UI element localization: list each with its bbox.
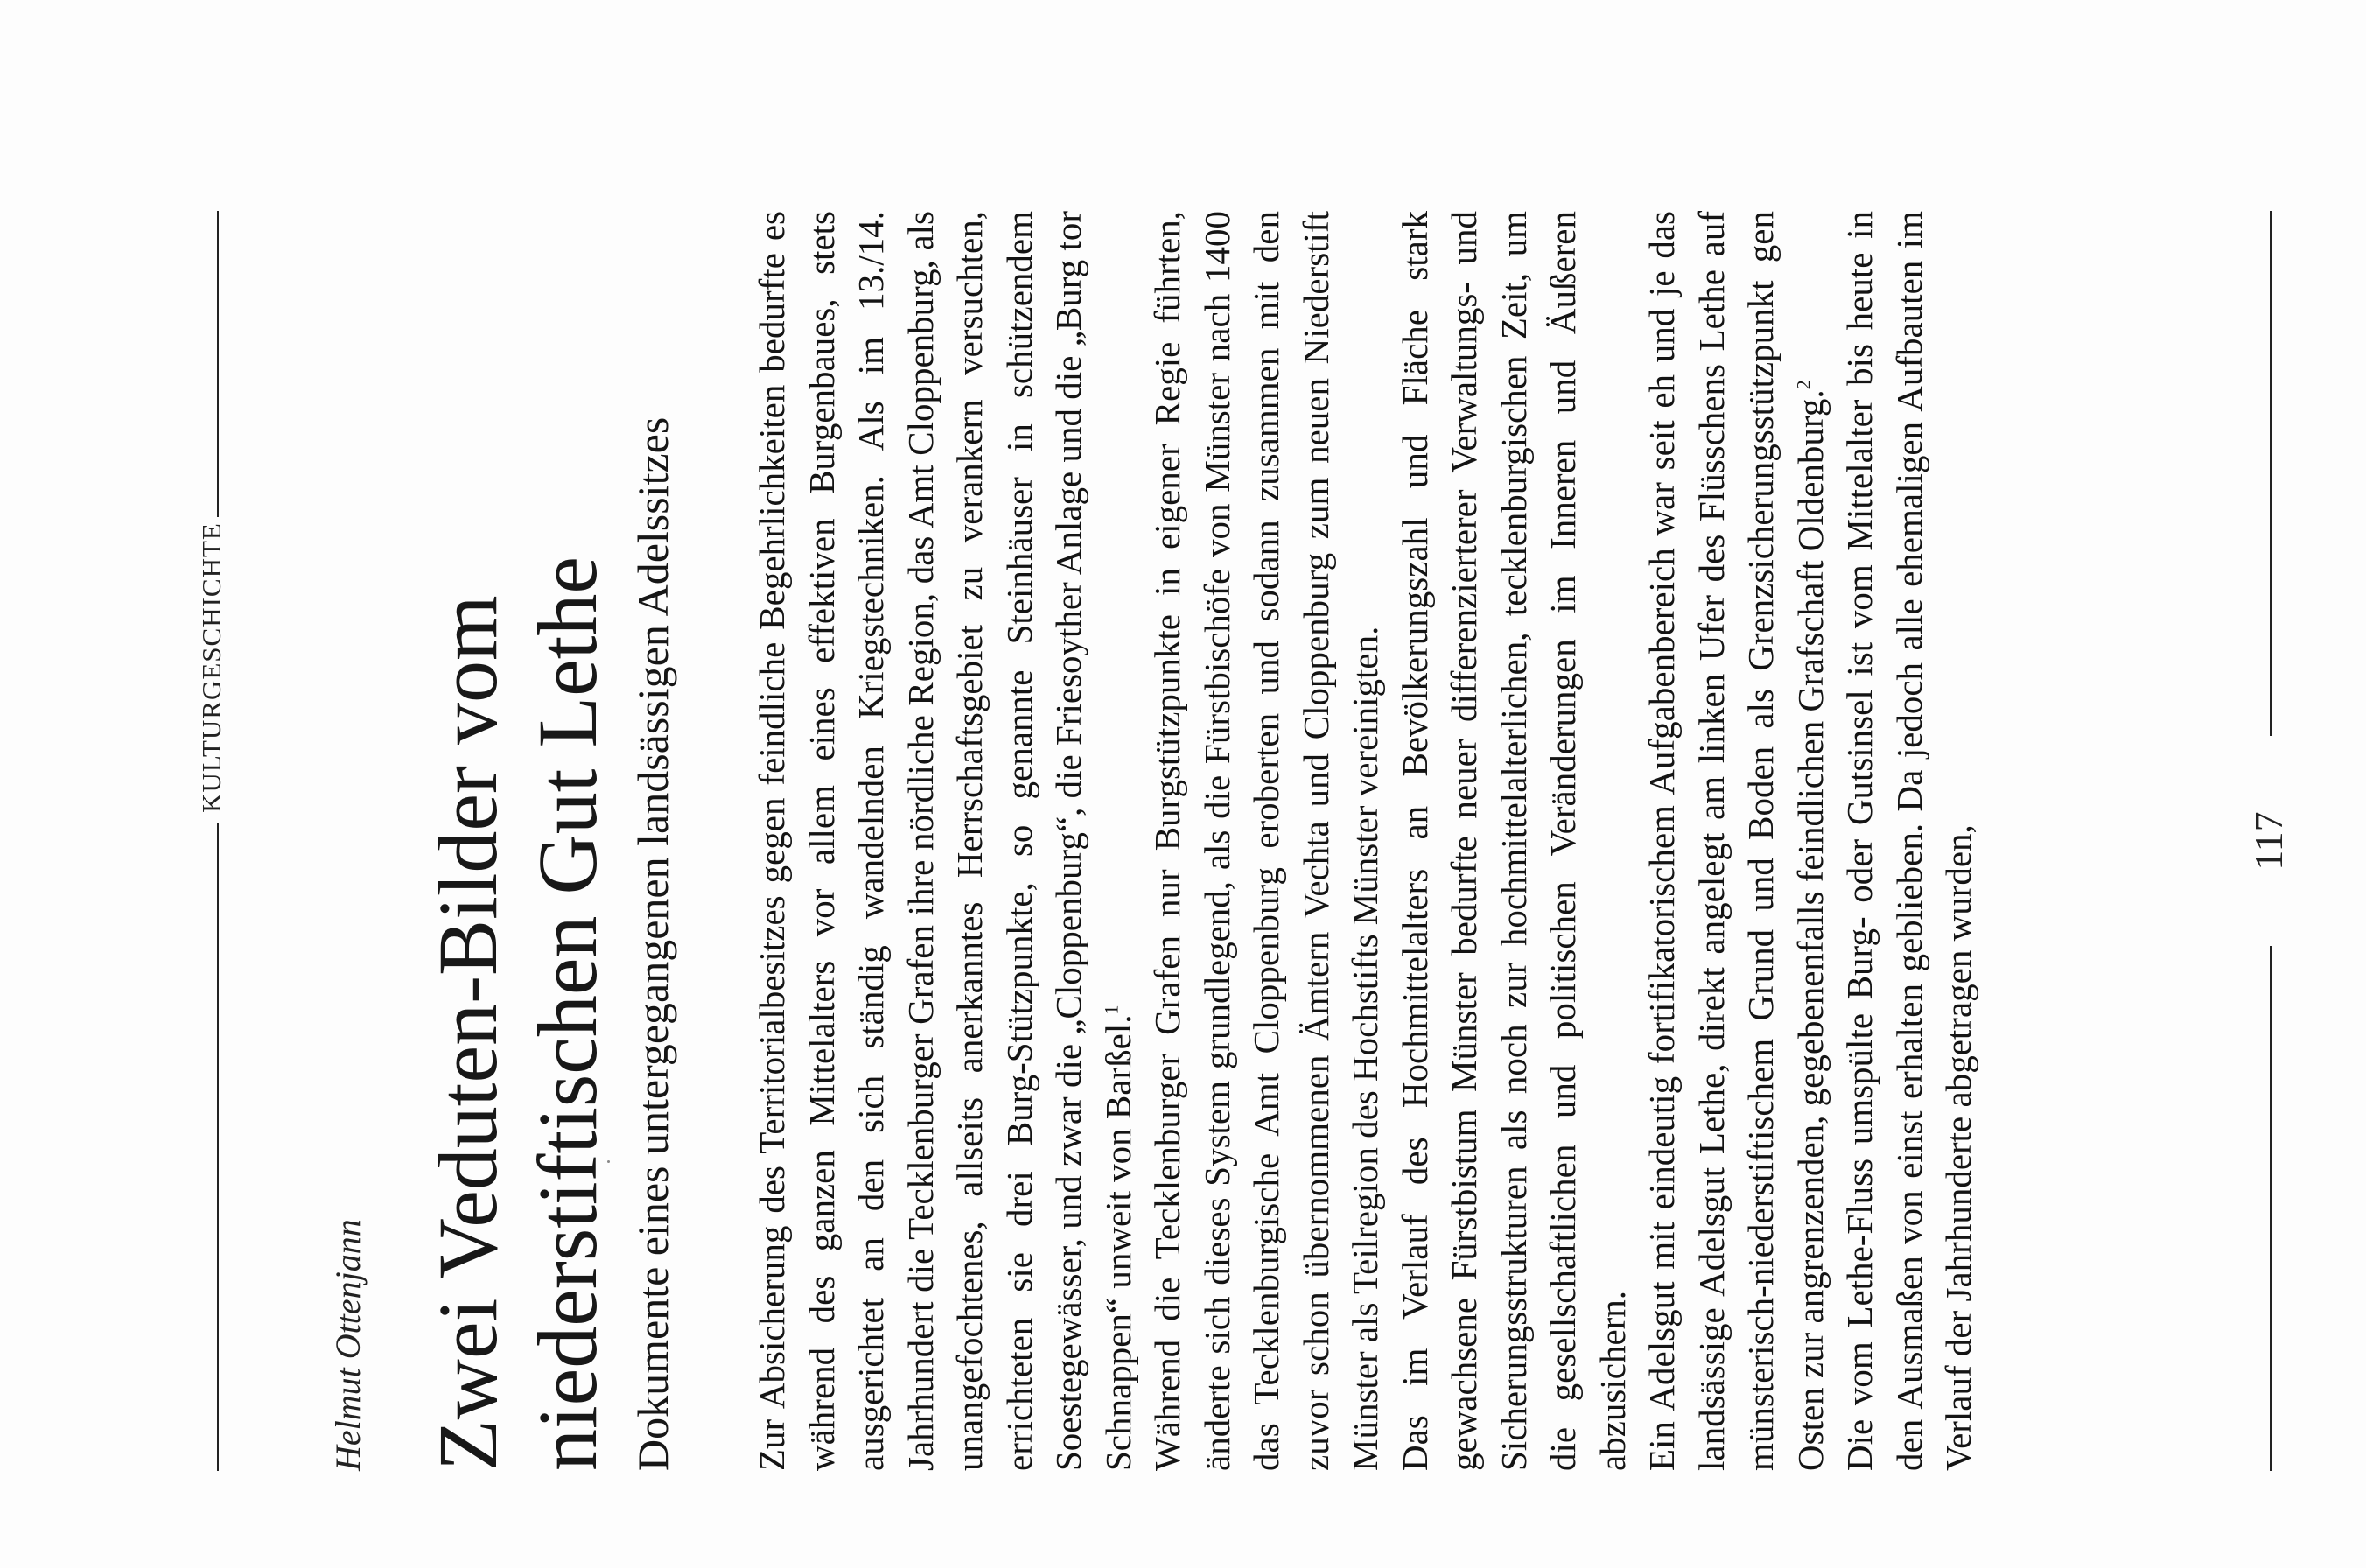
body-paragraph: [747, 211, 1143, 1471]
article-title: [418, 211, 618, 1471]
footer-rule-right: [2270, 211, 2272, 736]
paragraph-text: Das im Verlauf des Hochmittelalters an Bevölkerungszahl und Fläche stark gewachsene Fürstbistum Münster bedurfte neuer differenzierterer Verwaltungs- und Sicherungsstrukturen als noch zur hochmittelalterlichen, tecklenburgischen Zeit, um die gesellschaftlichen und politischen Veränderungen im Inneren und Äußeren abzusichern.: [1394, 211, 1633, 1471]
body-paragraph: [1390, 211, 1638, 1471]
body-paragraph: [1637, 211, 1835, 1471]
body-paragraph: [1143, 211, 1390, 1471]
body-paragraph: [1835, 211, 1984, 1471]
paragraph-text: Während die Tecklenburger Grafen nur Burgstützpunkte in eigener Regie führten, änderte sich dieses System grundlegend, als die Fürstbischöfe von Münster nach 1400 das Tecklenburgische Amt Cloppenburg eroberten und sodann zusammen mit den zuvor schon übernommenen Ämtern Vechta und Cloppenburg zum neuen Niederstift Münster als Teilregion des Hochstifts Münster vereinigten.: [1147, 211, 1385, 1471]
page-number: 117: [2246, 811, 2291, 871]
paragraph-text: Ein Adelsgut mit eindeutig fortifikatorischem Aufgabenbereich war seit eh und je das landsässige Adelsgut Lethe, direkt angelegt am linken Ufer des Flüsschens Lethe auf münsterisch-niederstiftischem Grund und Boden als Grenzsicherungsstützpunkt gen Osten zur angrenzenden, gegebenenfalls feindlichen Grafschaft Oldenburg.: [1642, 211, 1830, 1471]
footer-rule-left: [2270, 946, 2272, 1471]
header-rule-right: [217, 211, 219, 517]
section-label: KULTURGESCHICHTE: [196, 522, 227, 813]
article-subtitle: Dokumente eines untergegangenen landsässigen Adelssitzes: [628, 416, 677, 1471]
rotated-page-content: [84, 211, 2289, 1471]
header-rule-left: [217, 823, 219, 1471]
author-name: Helmut Ottenjann: [328, 1219, 368, 1471]
footnote-marker: 1: [1099, 1004, 1122, 1015]
article-title-line-2: niederstiftischen Gut Lethe: [521, 556, 614, 1471]
footnote-marker: 2: [1791, 380, 1814, 390]
article-body: [747, 211, 1984, 1471]
article-title-line-1: Zwei Veduten-Bilder vom: [421, 595, 514, 1471]
paragraph-text: Zur Absicherung des Territorialbesitzes gegen feindliche Begehrlichkeiten bedurfte es während des ganzen Mittelalters vor allem eines effektiven Burgenbaues, stets ausgerichtet an den sich ständig wandelnden Kriegstechniken. Als im 13./14. Jahrhundert die Tecklenburger Grafen ihre nördliche Region, das Amt Cloppenburg, als unangefochtenes, allseits anerkanntes Herrschaftsgebiet zu verankern versuchten, errichteten sie drei Burg-Stützpunkte, so genannte Steinhäuser in schützendem Soestegewässer, und zwar die „Cloppenburg“, die Friesoyther Anlage und die „Burg tor Schnappen“ unweit von Barßel.: [752, 211, 1138, 1471]
paragraph-text: Die vom Lethe-Fluss umspülte Burg- oder Gutsinsel ist vom Mittelalter bis heute in den Ausmaßen von einst erhalten geblieben. Da jedoch alle ehemaligen Aufbauten im Verlauf der Jahrhunderte abgetragen wurden,: [1839, 211, 1978, 1471]
